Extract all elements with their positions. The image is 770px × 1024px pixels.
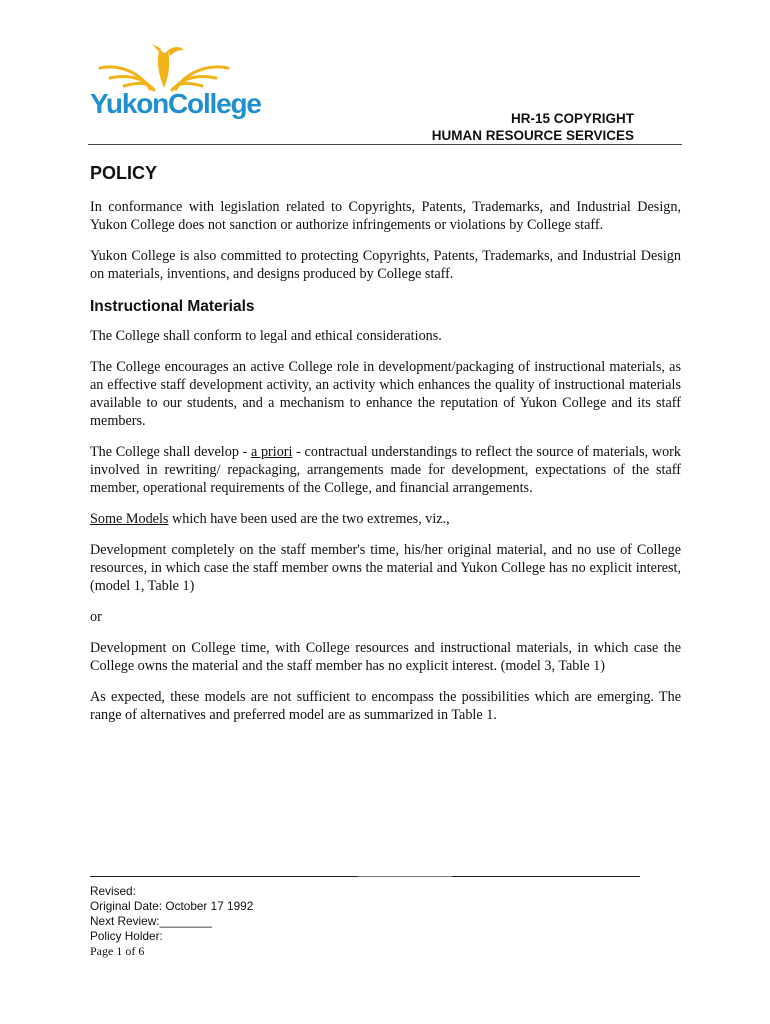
instructional-paragraph-1: The College shall conform to legal and ethical considerations. (90, 328, 442, 344)
instructional-paragraph-2: The College encourages an active College role in development/packaging of instructional materials, as an effective staff development activity, an activity which enhances the quality of instructional materials available to our students, and a mechanism to enhance the reputation of Yukon College and its staff members. (90, 359, 681, 429)
p3-text-before: The College shall develop - (90, 444, 251, 460)
yukon-college-logo (88, 42, 261, 128)
original-date: Original Date: October 17 1992 (90, 899, 254, 913)
p4-text-after: which have been used are the two extremes, viz., (168, 511, 450, 527)
next-review: Next Review:________ (90, 914, 212, 928)
footer-divider-right (452, 876, 640, 877)
instructional-materials-heading: Instructional Materials (90, 298, 255, 315)
model-3-paragraph: Development on College time, with College resources and instructional materials, in which case the College owns the material and the staff member has no explicit interest. (model 3, Table 1) (90, 640, 681, 674)
footer-divider-mid (358, 876, 452, 877)
document-body (90, 162, 681, 737)
summary-paragraph: As expected, these models are not sufficient to encompass the possibilities which are emerging. The range of alternatives and preferred model are as summarized in Table 1. (90, 689, 681, 723)
policy-heading: POLICY (90, 163, 158, 183)
instructional-paragraph-3 (90, 443, 681, 497)
policy-code: HR-15 COPYRIGHT (510, 111, 634, 126)
policy-paragraph-2: Yukon College is also committed to protecting Copyrights, Patents, Trademarks, and Industrial Design on materials, inventions, and designs produced by College staff. (90, 248, 681, 282)
policy-holder: Policy Holder: (90, 929, 163, 943)
p3-text-after: - contractual understandings to reflect the source of materials, work involved in rewriting/ repackaging, arrangements made for development, expectations of the staff member, operational requirements of the College, and financial arrangements. (90, 444, 681, 496)
policy-paragraph-1: In conformance with legislation related to Copyrights, Patents, Trademarks, and Industrial Design, Yukon College does not sanction or authorize infringements or violations by College staff. (90, 199, 681, 233)
header-divider (88, 144, 682, 145)
page-number: Page 1 of 6 (90, 944, 145, 958)
department-name: HUMAN RESOURCE SERVICES (431, 128, 634, 143)
some-models-term: Some Models (90, 511, 169, 527)
rising-bird-sun-icon (88, 42, 243, 92)
footer-divider (90, 876, 358, 877)
or-separator: or (90, 609, 102, 625)
revised-label: Revised: (90, 884, 136, 898)
document-header (432, 110, 634, 144)
document-footer (90, 884, 253, 959)
instructional-paragraph-4 (90, 510, 681, 528)
a-priori-term: a priori (250, 444, 293, 460)
logo-wordmark: YukonCollege (90, 88, 261, 119)
model-1-paragraph: Development completely on the staff member's time, his/her original material, and no use of College resources, in which case the staff member owns the material and Yukon College has no explicit interest, (model 1, Table 1) (90, 542, 681, 594)
